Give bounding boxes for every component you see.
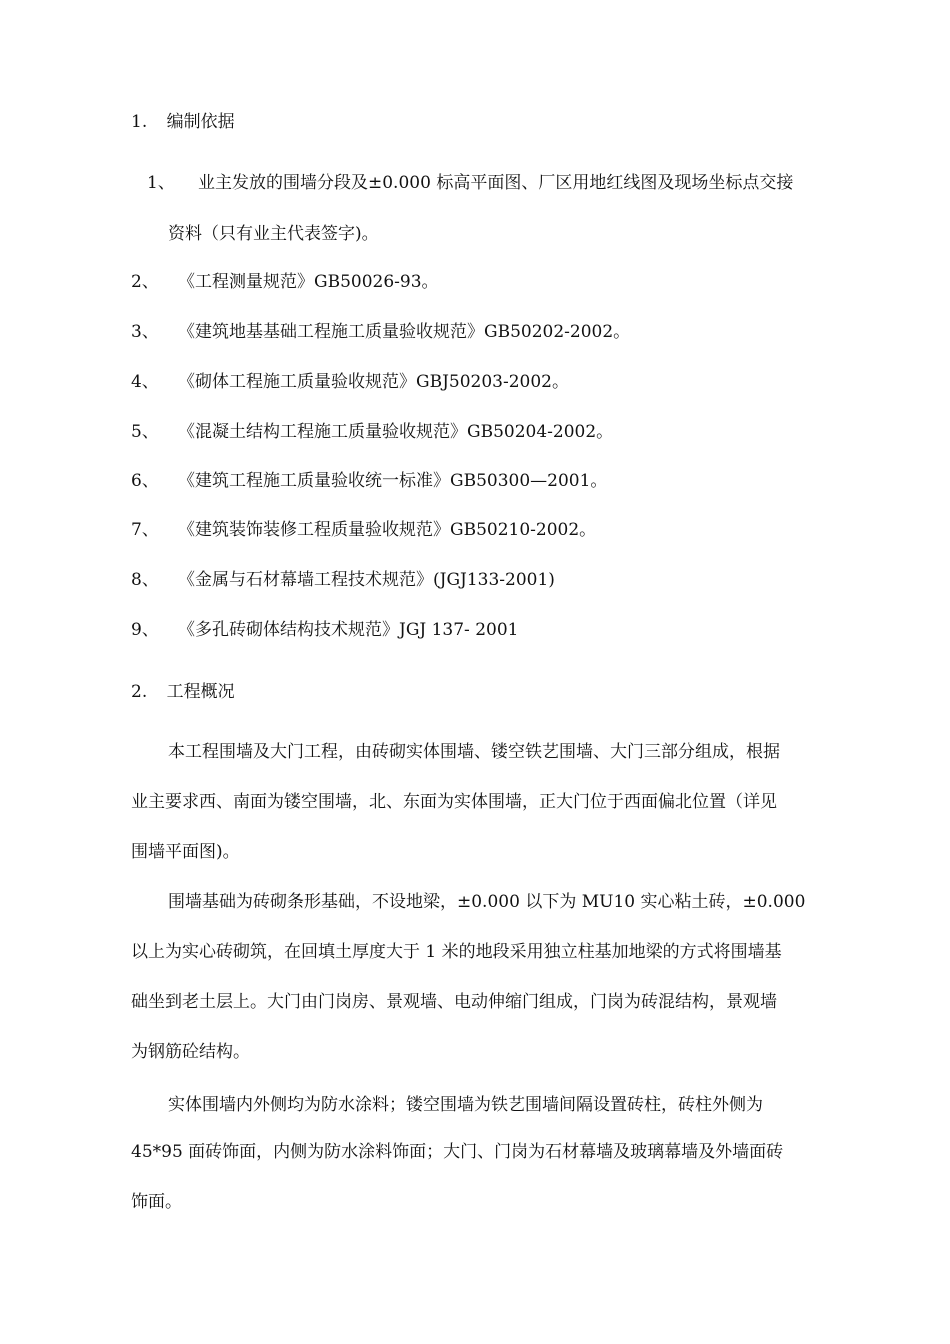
paragraph-line: 本工程围墙及大门工程，由砖砌实体围墙、镂空铁艺围墙、大门三部分组成，根据 — [168, 742, 780, 762]
paragraph-line: 实体围墙内外侧均为防水涂料；镂空围墙为铁艺围墙间隔设置砖柱，砖柱外侧为 — [168, 1095, 763, 1115]
paragraph-line: 础坐到老土层上。大门由门岗房、景观墙、电动伸缩门组成，门岗为砖混结构，景观墙 — [131, 992, 777, 1012]
paragraph-line: 为钢筋砼结构。 — [131, 1042, 250, 1062]
section-2-heading-text: 工程概况 — [166, 682, 235, 702]
list-item-text: 《工程测量规范》GB50026-93。 — [178, 272, 439, 292]
section-1-heading-number: 1. — [131, 112, 148, 132]
list-item-number: 6、 — [131, 471, 159, 491]
list-item-text: 《建筑工程施工质量验收统一标准》GB50300—2001。 — [178, 471, 608, 491]
list-item-text: 业主发放的围墙分段及±0.000 标高平面图、厂区用地红线图及现场坐标点交接 — [198, 173, 794, 193]
list-item-continuation: 资料（只有业主代表签字)。 — [168, 224, 379, 244]
list-item-number: 4、 — [131, 372, 159, 392]
list-item-text: 《混凝土结构工程施工质量验收规范》GB50204-2002。 — [178, 422, 614, 442]
paragraph-line: 以上为实心砖砌筑，在回填土厚度大于 1 米的地段采用独立柱基加地梁的方式将围墙基 — [131, 942, 782, 962]
list-item-number: 8、 — [131, 570, 159, 590]
list-item-number: 5、 — [131, 422, 159, 442]
list-item-number: 7、 — [131, 520, 159, 540]
section-1-heading-text: 编制依据 — [166, 112, 235, 132]
paragraph-line: 围墙平面图)。 — [131, 842, 240, 862]
section-2-heading-number: 2. — [131, 682, 148, 702]
paragraph-line: 45*95 面砖饰面，内侧为防水涂料饰面；大门、门岗为石材幕墙及玻璃幕墙及外墙面砖 — [131, 1142, 784, 1162]
list-item-number: 3、 — [131, 322, 159, 342]
paragraph-line: 围墙基础为砖砌条形基础，不设地梁，±0.000 以下为 MU10 实心粘土砖，±0.000 — [168, 892, 806, 912]
list-item-text: 《多孔砖砌体结构技术规范》JGJ 137- 2001 — [178, 620, 519, 640]
list-item-number: 2、 — [131, 272, 159, 292]
list-item-text: 《砌体工程施工质量验收规范》GBJ50203-2002。 — [178, 372, 569, 392]
list-item-number: 9、 — [131, 620, 159, 640]
list-item-text: 《建筑地基基础工程施工质量验收规范》GB50202-2002。 — [178, 322, 631, 342]
list-item-text: 《金属与石材幕墙工程技术规范》(JGJ133-2001) — [178, 570, 555, 590]
paragraph-line: 业主要求西、南面为镂空围墙，北、东面为实体围墙，正大门位于西面偏北位置（详见 — [131, 792, 777, 812]
paragraph-line: 饰面。 — [131, 1192, 182, 1212]
section-1-heading — [131, 110, 235, 134]
section-2-heading — [131, 680, 235, 704]
list-item-number: 1、 — [147, 173, 175, 193]
list-item-text: 《建筑装饰装修工程质量验收规范》GB50210-2002。 — [178, 520, 597, 540]
